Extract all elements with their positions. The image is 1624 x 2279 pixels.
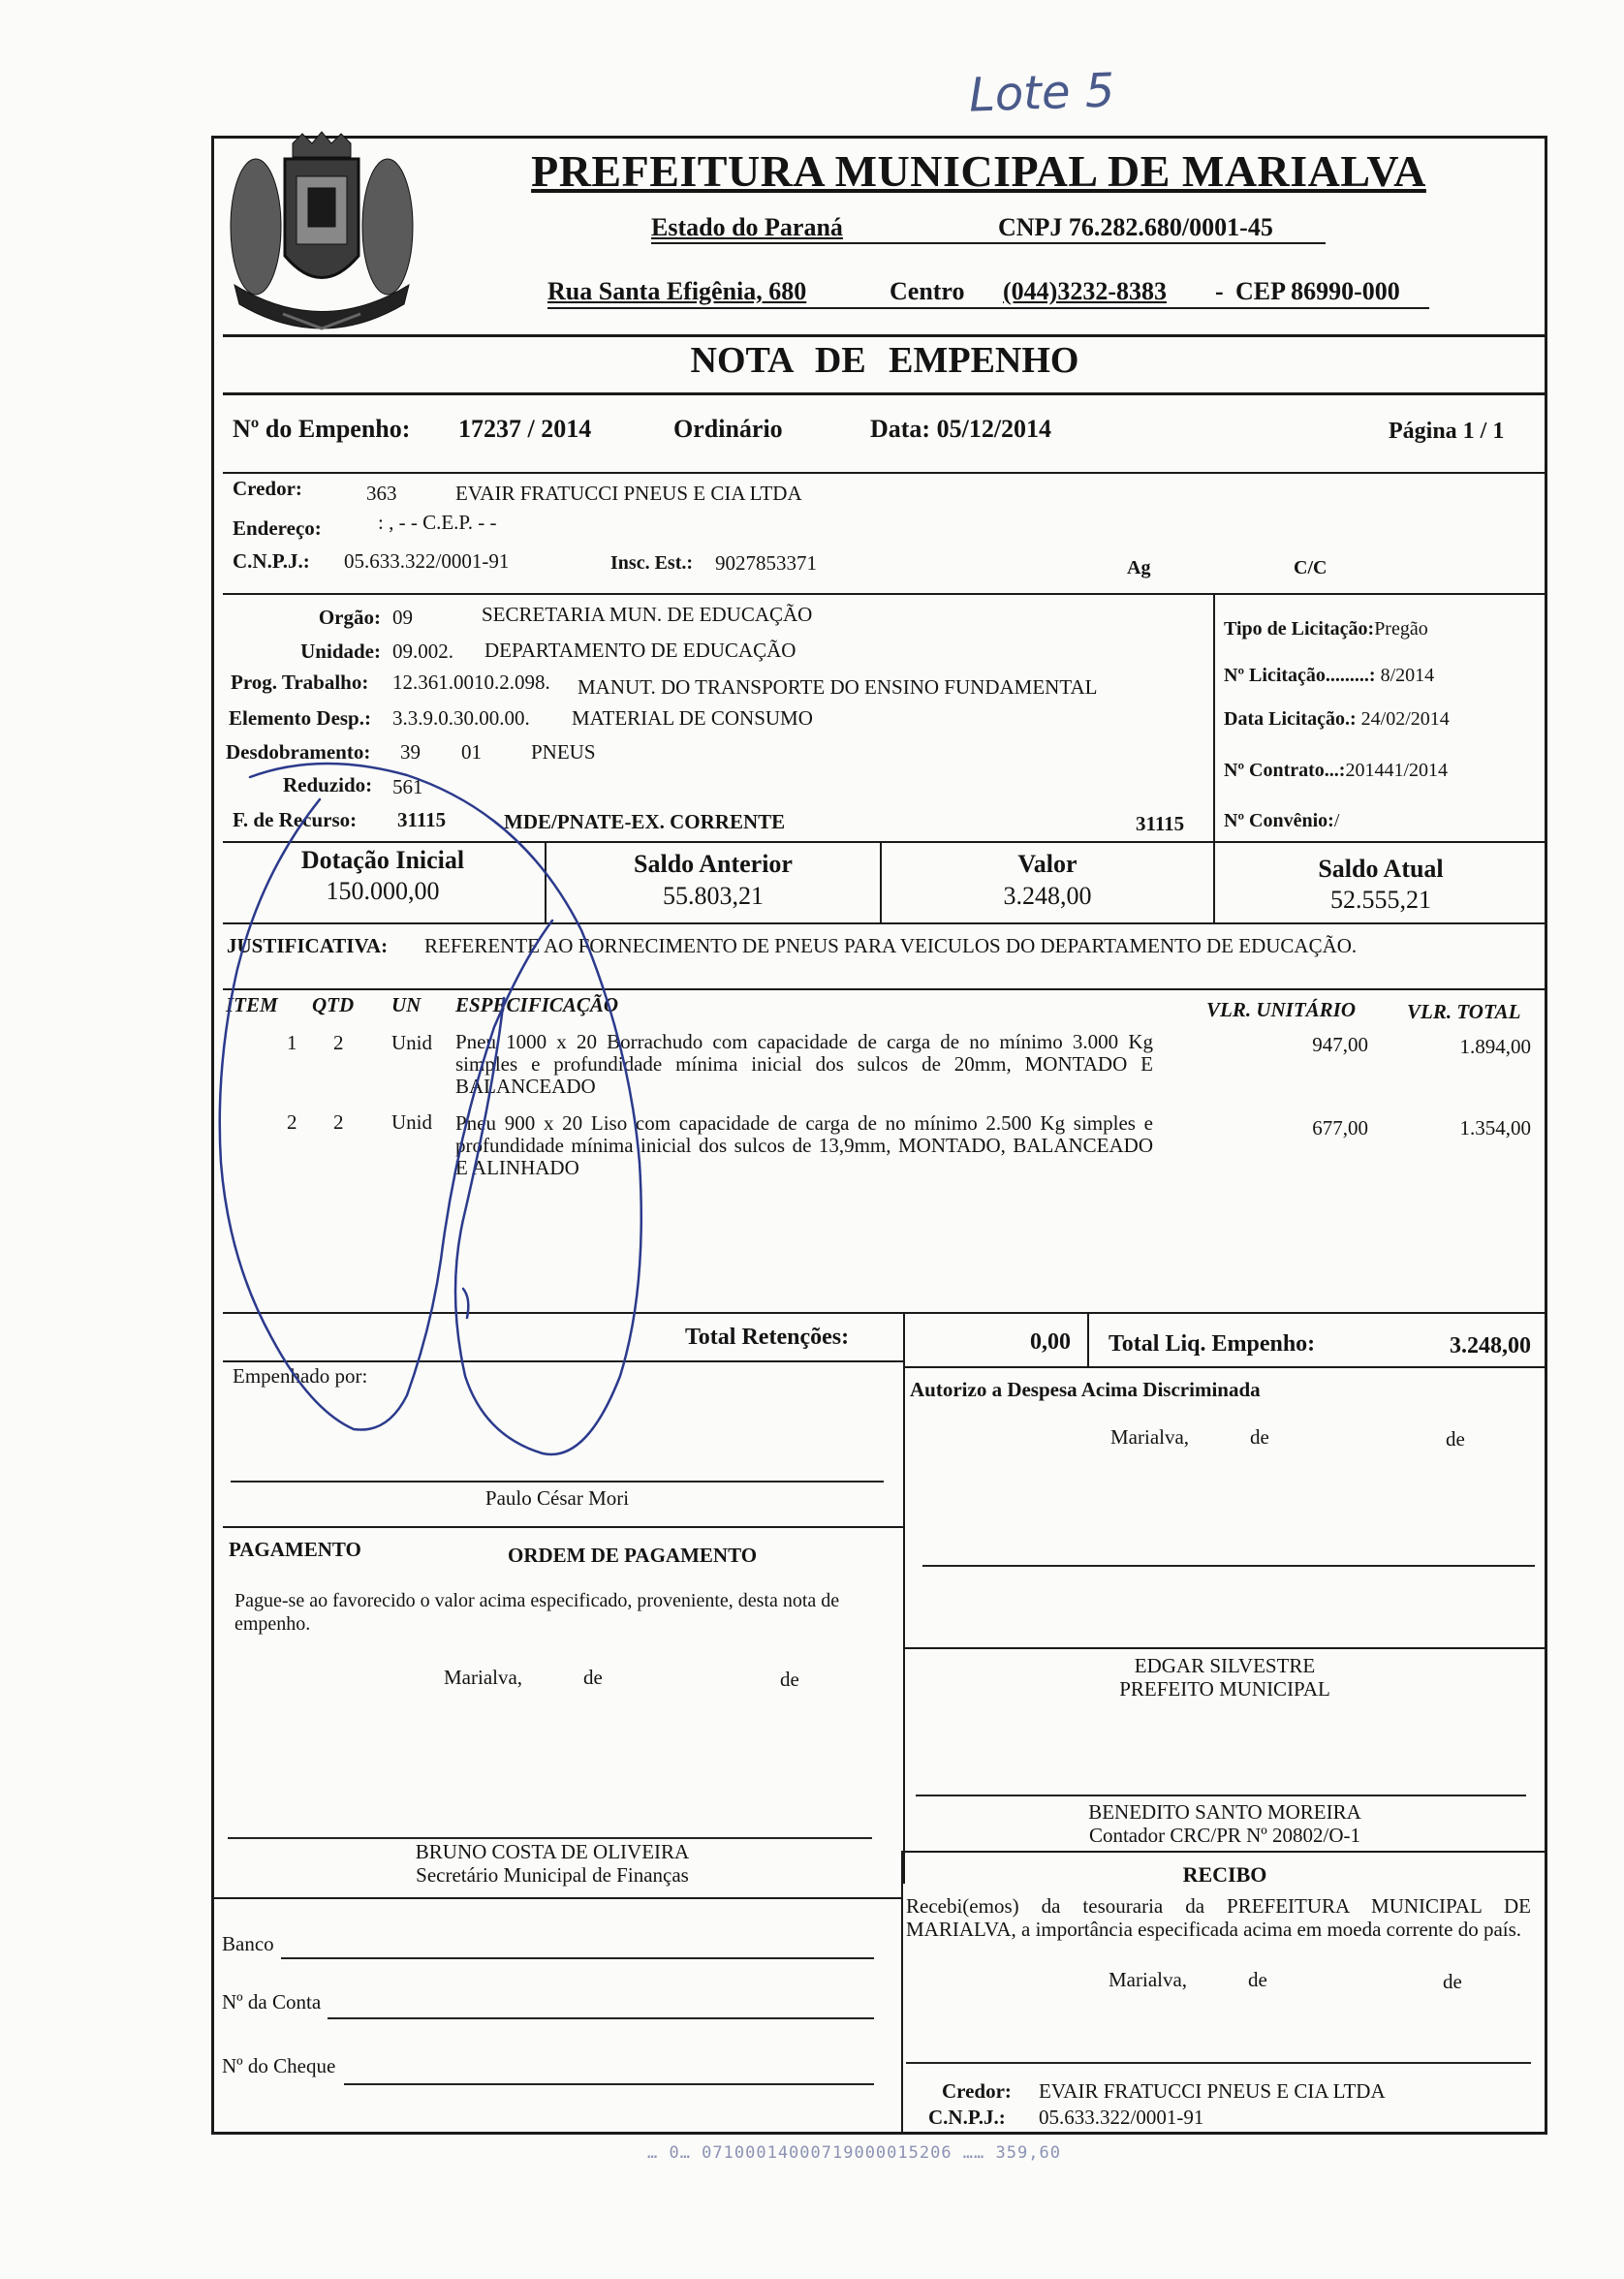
liq-empenho-label: Total Liq. Empenho: — [1109, 1331, 1316, 1357]
ordem-pagamento-label: ORDEM DE PAGAMENTO — [508, 1544, 758, 1567]
fonte-code-right: 31115 — [1136, 812, 1185, 835]
justificativa-text: REFERENTE AO FORNECIMENTO DE PNEUS PARA VEICULOS DO DEPARTAMENTO DE EDUCAÇÃO. — [424, 934, 1358, 957]
credor-cnpj: 05.633.322/0001-91 — [344, 549, 510, 573]
prog-label: Prog. Trabalho: — [231, 671, 369, 694]
credor-label: Credor: — [233, 477, 302, 500]
row-spec: Pneu 900 x 20 Liso com capacidade de carga de no mínimo 2.500 Kg simples e profundidade mínima inicial dos sulcos de 13,9mm, MONTADO, BALANCEADO E ALINHADO — [455, 1111, 1153, 1179]
recibo-credor: EVAIR FRATUCCI PNEUS E CIA LTDA — [1039, 2079, 1386, 2103]
cc-label: C/C — [1294, 557, 1327, 578]
doc-title: NOTA DE EMPENHO — [690, 340, 1079, 381]
credor-code: 363 — [366, 482, 397, 505]
autorizo-de1: de — [1250, 1425, 1269, 1449]
unidade-name: DEPARTAMENTO DE EDUCAÇÃO — [484, 639, 796, 662]
bottom-stamp: … 0… 07100014000719000015206 …… 359,60 — [647, 2143, 1061, 2163]
empenho-label: Nº do Empenho: — [233, 415, 411, 443]
data-licitacao-label: Data Licitação.: — [1224, 708, 1357, 730]
elem-name: MATERIAL DE CONSUMO — [572, 706, 813, 730]
convenio-label: Nº Convênio: — [1224, 810, 1334, 831]
district-label: Centro — [890, 277, 965, 305]
pagamento-de1: de — [583, 1666, 603, 1689]
empenho-date: Data: 05/12/2014 — [870, 415, 1052, 443]
reduzido-label: Reduzido: — [283, 773, 373, 796]
desd-b: 01 — [461, 740, 482, 764]
row-unit: 947,00 — [1312, 1033, 1368, 1056]
mayor-name: EDGAR SILVESTRE — [1134, 1654, 1316, 1677]
autorizo-city: Marialva, — [1110, 1425, 1190, 1449]
banco-label: Banco — [222, 1932, 274, 1955]
contrato-value: 201441/2014 — [1345, 760, 1449, 781]
saldo-atual-value: 52.555,21 — [1330, 886, 1431, 914]
orgao-label: Orgão: — [318, 606, 381, 629]
recibo-credor-label: Credor: — [942, 2079, 1012, 2103]
row-item: 1 — [287, 1031, 297, 1054]
prog-code: 12.361.0010.2.098. — [392, 671, 550, 694]
credor-name: EVAIR FRATUCCI PNEUS E CIA LTDA — [455, 482, 802, 505]
reduzido-value: 561 — [392, 775, 423, 798]
justificativa-label: JUSTIFICATIVA: — [227, 934, 389, 957]
desd-label: Desdobramento: — [226, 740, 371, 764]
recibo-text: Recebi(emos) da tesouraria da PREFEITURA MUNICIPAL DE MARIALVA, a importância especificada acima em moeda corrente do país. — [906, 1894, 1531, 1941]
elem-code: 3.3.9.0.30.00.00. — [392, 706, 530, 730]
recibo-city: Marialva, — [1109, 1968, 1188, 1991]
insc-value: 9027853371 — [715, 551, 817, 575]
row-qtd: 2 — [333, 1110, 344, 1134]
fonte-code: 31115 — [397, 808, 447, 831]
dotacao-value: 150.000,00 — [326, 877, 440, 905]
pagamento-city: Marialva, — [444, 1666, 523, 1689]
recibo-de1: de — [1248, 1968, 1267, 1991]
accountant-title: Contador CRC/PR Nº 20802/O-1 — [1088, 1824, 1361, 1847]
recibo-de2: de — [1443, 1970, 1462, 1993]
cheque-label: Nº do Cheque — [222, 2054, 336, 2077]
recibo-cnpj-label: C.N.P.J.: — [928, 2106, 1006, 2129]
finance-secretary-title: Secretário Municipal de Finanças — [416, 1863, 689, 1887]
num-licitacao-label: Nº Licitação.........: — [1224, 665, 1376, 686]
col-total-header: VLR. TOTAL — [1407, 1000, 1521, 1023]
row-item: 2 — [287, 1110, 297, 1134]
page-number: Página 1 / 1 — [1389, 419, 1505, 444]
handwritten-note: Lote 5 — [968, 63, 1116, 123]
pagamento-de2: de — [780, 1668, 799, 1691]
street-label: Rua Santa Efigênia, 680 — [547, 277, 807, 305]
valor-value: 3.248,00 — [1003, 882, 1092, 910]
prefeitura-title: PREFEITURA MUNICIPAL DE MARIALVA — [531, 146, 1426, 196]
valor-label: Valor — [1017, 850, 1077, 878]
address-label: Endereço: — [233, 516, 322, 540]
prog-name: MANUT. DO TRANSPORTE DO ENSINO FUNDAMENTAL — [578, 675, 1098, 699]
orgao-code: 09 — [392, 606, 413, 629]
row-un: Unid — [391, 1031, 432, 1054]
col-un-header: UN — [391, 993, 422, 1016]
tipo-licitacao-value: Pregão — [1374, 618, 1428, 640]
mayor-title: PREFEITO MUNICIPAL — [1119, 1677, 1330, 1701]
state-label: Estado do Paraná — [651, 213, 843, 241]
row-qtd: 2 — [333, 1031, 344, 1054]
empenhado-label: Empenhado por: — [233, 1364, 368, 1388]
insc-label: Insc. Est.: — [610, 552, 694, 574]
desd-name: PNEUS — [531, 740, 596, 764]
contrato-label: Nº Contrato...: — [1224, 760, 1346, 781]
pagamento-text: Pague-se ao favorecido o valor acima especificado, proveniente, desta nota de empenho. — [234, 1590, 840, 1635]
fonte-name: MDE/PNATE-EX. CORRENTE — [504, 810, 786, 833]
recibo-cnpj: 05.633.322/0001-91 — [1039, 2106, 1204, 2129]
unidade-label: Unidade: — [300, 640, 381, 663]
autorizo-label: Autorizo a Despesa Acima Discriminada — [910, 1378, 1261, 1401]
row-spec: Pneu 1000 x 20 Borrachudo com capacidade de carga de no mínimo 3.000 Kg simples e profundidade mínima inicial dos sulcos de 20mm, MONTADO E BALANCEADO — [455, 1030, 1153, 1098]
unidade-code: 09.002. — [392, 640, 453, 663]
conta-label: Nº da Conta — [222, 1990, 322, 2014]
data-licitacao-value: 24/02/2014 — [1360, 708, 1450, 730]
saldo-anterior-value: 55.803,21 — [663, 882, 764, 910]
retencoes-label: Total Retenções: — [685, 1325, 850, 1350]
row-unit: 677,00 — [1312, 1116, 1368, 1140]
ag-label: Ag — [1127, 557, 1151, 578]
retencoes-value: 0,00 — [1030, 1329, 1071, 1355]
row-total: 1.894,00 — [1459, 1035, 1531, 1058]
empenhado-name: Paulo César Mori — [484, 1486, 630, 1510]
cnpj-field-label: C.N.P.J.: — [233, 549, 310, 573]
empenho-number: 17237 / 2014 — [458, 415, 592, 443]
desd-a: 39 — [400, 740, 421, 764]
autorizo-de2: de — [1446, 1427, 1465, 1451]
elem-label: Elemento Desp.: — [229, 706, 371, 730]
accountant-name: BENEDITO SANTO MOREIRA — [1088, 1800, 1361, 1824]
col-item-header: ITEM — [226, 993, 278, 1016]
saldo-atual-label: Saldo Atual — [1318, 855, 1444, 883]
phone-label: (044)3232-8383 — [1003, 277, 1167, 305]
cnpj-label: CNPJ 76.282.680/0001-45 — [998, 213, 1273, 241]
convenio-value: / — [1333, 810, 1340, 831]
cep-label: CEP 86990-000 — [1235, 277, 1400, 305]
saldo-anterior-label: Saldo Anterior — [634, 850, 793, 878]
row-un: Unid — [391, 1110, 432, 1134]
col-unit-header: VLR. UNITÁRIO — [1206, 998, 1357, 1021]
dotacao-label: Dotação Inicial — [300, 846, 465, 874]
fonte-label: F. de Recurso: — [233, 808, 358, 831]
tipo-licitacao-label-text: Tipo de Licitação: — [1224, 618, 1375, 640]
recibo-label: RECIBO — [1182, 1862, 1267, 1887]
orgao-name: SECRETARIA MUN. DE EDUCAÇÃO — [482, 603, 813, 626]
credor-address: : , - - C.E.P. - - — [378, 511, 497, 534]
col-spec-header: ESPECIFICAÇÃO — [455, 993, 619, 1016]
col-qtd-header: QTD — [312, 993, 355, 1016]
empenho-type: Ordinário — [673, 415, 783, 443]
liq-empenho-value: 3.248,00 — [1450, 1333, 1531, 1358]
finance-secretary-name: BRUNO COSTA DE OLIVEIRA — [415, 1840, 690, 1863]
row-total: 1.354,00 — [1459, 1116, 1531, 1140]
pagamento-label: PAGAMENTO — [229, 1538, 361, 1561]
num-licitacao-value: 8/2014 — [1380, 665, 1435, 686]
address-dash: - — [1215, 277, 1224, 305]
